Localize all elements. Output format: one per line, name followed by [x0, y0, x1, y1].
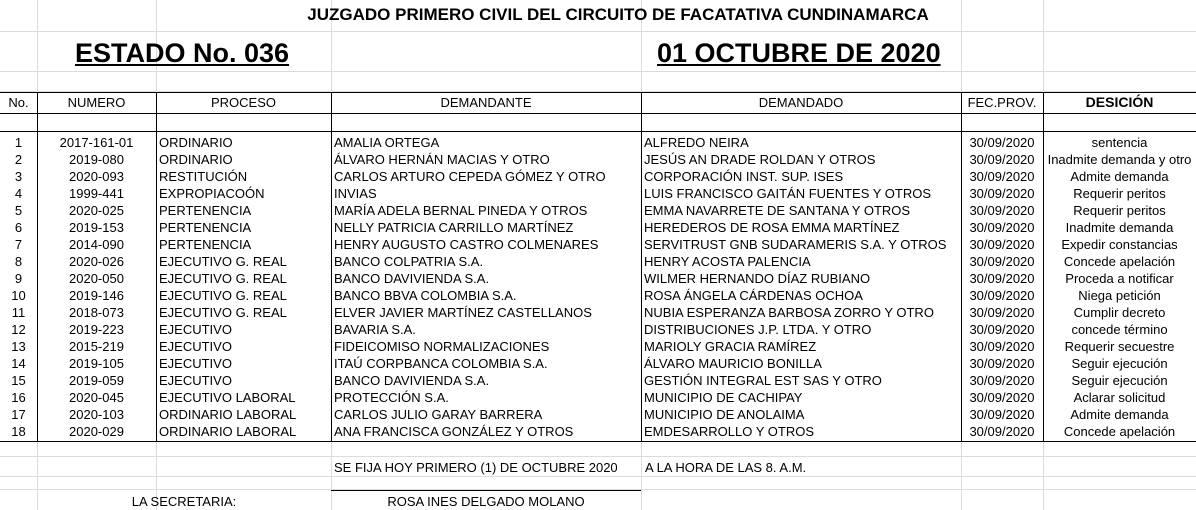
cell-demandado: NUBIA ESPERANZA BARBOSA ZORRO Y OTRO [644, 305, 934, 320]
header-fec-prov: FEC.PROV. [967, 95, 1037, 110]
cell-proceso: PERTENENCIA [159, 220, 252, 235]
cell-numero: 2020-045 [69, 390, 124, 405]
cell-decision: Niega petición [1078, 288, 1161, 303]
cell-fecha: 30/09/2020 [969, 169, 1035, 184]
cell-decision: Requerir secuestre [1064, 339, 1175, 354]
cell-no: 3 [14, 169, 23, 184]
cell-fecha: 30/09/2020 [969, 152, 1035, 167]
cell-no: 7 [14, 237, 23, 252]
estado-number: ESTADO No. 036 [75, 38, 290, 68]
cell-demandante: MARÍA ADELA BERNAL PINEDA Y OTROS [334, 203, 588, 218]
cell-proceso: ORDINARIO [159, 152, 233, 167]
cell-decision: Cumplir decreto [1073, 305, 1166, 320]
cell-numero: 2020-025 [69, 203, 124, 218]
cell-no: 11 [11, 305, 26, 320]
cell-demandado: DISTRIBUCIONES J.P. LTDA. Y OTRO [644, 322, 872, 337]
cell-decision: concede término [1071, 322, 1168, 337]
cell-demandado: ÁLVARO MAURICIO BONILLA [644, 356, 822, 371]
cell-numero: 2019-223 [69, 322, 124, 337]
cell-decision: Proceda a notificar [1065, 271, 1174, 286]
secretaria-label: LA SECRETARIA: [131, 494, 237, 509]
cell-no: 15 [11, 373, 26, 388]
cell-decision: Concede apelación [1063, 254, 1176, 269]
cell-decision: Admite demanda [1070, 407, 1169, 422]
cell-proceso: EJECUTIVO G. REAL [159, 271, 287, 286]
cell-no: 17 [11, 407, 26, 422]
cell-demandado: HEREDEROS DE ROSA EMMA MARTÍNEZ [644, 220, 900, 235]
cell-demandado: HENRY ACOSTA PALENCIA [644, 254, 811, 269]
cell-proceso: PERTENENCIA [159, 237, 252, 252]
fija-text: SE FIJA HOY PRIMERO (1) DE OCTUBRE 2020 [334, 460, 618, 475]
header-decision: DESICIÓN [1085, 94, 1154, 110]
cell-decision: Expedir constancias [1061, 237, 1178, 252]
cell-demandado: EMDESARROLLO Y OTROS [644, 424, 815, 439]
cell-no: 10 [11, 288, 26, 303]
cell-numero: 2019-059 [69, 373, 124, 388]
cell-demandado: ALFREDO NEIRA [644, 135, 749, 150]
cell-demandante: ÁLVARO HERNÁN MACIAS Y OTRO [334, 152, 550, 167]
header-demandado: DEMANDADO [758, 95, 844, 110]
cell-no: 2 [14, 152, 23, 167]
cell-fecha: 30/09/2020 [969, 390, 1035, 405]
cell-demandante: INVIAS [334, 186, 377, 201]
cell-decision: Seguir ejecución [1071, 373, 1168, 388]
cell-demandado: ROSA ÁNGELA CÁRDENAS OCHOA [644, 288, 863, 303]
cell-fecha: 30/09/2020 [969, 271, 1035, 286]
cell-proceso: EJECUTIVO G. REAL [159, 254, 287, 269]
cell-fecha: 30/09/2020 [969, 203, 1035, 218]
cell-proceso: PERTENENCIA [159, 203, 252, 218]
cell-fecha: 30/09/2020 [969, 305, 1035, 320]
cell-fecha: 30/09/2020 [969, 288, 1035, 303]
hora-text: A LA HORA DE LAS 8. A.M. [645, 460, 807, 475]
cell-demandado: CORPORACIÓN INST. SUP. ISES [644, 169, 844, 184]
cell-demandante: FIDEICOMISO NORMALIZACIONES [334, 339, 550, 354]
cell-demandado: LUIS FRANCISCO GAITÁN FUENTES Y OTROS [644, 186, 932, 201]
cell-decision: Requerir peritos [1073, 186, 1166, 201]
cell-no: 14 [11, 356, 26, 371]
cell-demandante: BANCO BBVA COLOMBIA S.A. [334, 288, 517, 303]
cell-numero: 2020-093 [69, 169, 124, 184]
cell-demandante: ELVER JAVIER MARTÍNEZ CASTELLANOS [334, 305, 592, 320]
cell-proceso: ORDINARIO LABORAL [159, 424, 297, 439]
cell-numero: 2020-026 [69, 254, 124, 269]
cell-numero: 2020-050 [69, 271, 124, 286]
cell-demandante: ITAÚ CORPBANCA COLOMBIA S.A. [334, 356, 548, 371]
cell-proceso: EJECUTIVO G. REAL [159, 288, 287, 303]
cell-fecha: 30/09/2020 [969, 373, 1035, 388]
cell-proceso: EJECUTIVO [159, 339, 232, 354]
signature-line [331, 490, 641, 491]
cell-demandado: MUNICIPIO DE CACHIPAY [644, 390, 803, 405]
cell-demandado: MUNICIPIO DE ANOLAIMA [644, 407, 805, 422]
cell-no: 16 [11, 390, 26, 405]
cell-demandado: WILMER HERNANDO DÍAZ RUBIANO [644, 271, 871, 286]
cell-no: 13 [11, 339, 26, 354]
cell-proceso: EJECUTIVO LABORAL [159, 390, 296, 405]
cell-numero: 2019-105 [69, 356, 124, 371]
cell-proceso: EJECUTIVO [159, 356, 232, 371]
header-proceso: PROCESO [210, 95, 276, 110]
header-demandante: DEMANDANTE [440, 95, 532, 110]
cell-numero: 1999-441 [69, 186, 124, 201]
cell-demandado: JESÚS AN DRADE ROLDAN Y OTROS [644, 152, 876, 167]
cell-demandante: AMALIA ORTEGA [334, 135, 440, 150]
cell-demandante: ANA FRANCISCA GONZÁLEZ Y OTROS [334, 424, 574, 439]
cell-demandante: BANCO DAVIVIENDA S.A. [334, 271, 490, 286]
cell-numero: 2015-219 [69, 339, 124, 354]
cell-proceso: ORDINARIO [159, 135, 233, 150]
cell-decision: Inadmite demanda y otro [1047, 152, 1192, 167]
secretaria-name: ROSA INES DELGADO MOLANO [387, 494, 585, 509]
cell-demandante: NELLY PATRICIA CARRILLO MARTÍNEZ [334, 220, 574, 235]
cell-demandado: SERVITRUST GNB SUDARAMERIS S.A. Y OTROS [644, 237, 947, 252]
cell-proceso: ORDINARIO LABORAL [159, 407, 297, 422]
cell-fecha: 30/09/2020 [969, 407, 1035, 422]
cell-decision: Admite demanda [1070, 169, 1169, 184]
cell-demandante: BANCO DAVIVIENDA S.A. [334, 373, 490, 388]
cell-numero: 2014-090 [69, 237, 124, 252]
cell-fecha: 30/09/2020 [969, 237, 1035, 252]
cell-decision: Concede apelación [1063, 424, 1176, 439]
cell-proceso: RESTITUCIÓN [159, 169, 248, 184]
court-title: JUZGADO PRIMERO CIVIL DEL CIRCUITO DE FACATATIVA CUNDINAMARCA [307, 5, 929, 24]
cell-fecha: 30/09/2020 [969, 186, 1035, 201]
cell-no: 6 [14, 220, 23, 235]
cell-proceso: EJECUTIVO G. REAL [159, 305, 287, 320]
cell-fecha: 30/09/2020 [969, 135, 1035, 150]
cell-decision: Inadmite demanda [1065, 220, 1174, 235]
cell-decision: Requerir peritos [1073, 203, 1166, 218]
cell-demandado: EMMA NAVARRETE DE SANTANA Y OTROS [644, 203, 911, 218]
cell-numero: 2019-153 [69, 220, 124, 235]
cell-no: 12 [11, 322, 26, 337]
cell-demandante: CARLOS JULIO GARAY BARRERA [334, 407, 543, 422]
cell-fecha: 30/09/2020 [969, 424, 1035, 439]
cell-fecha: 30/09/2020 [969, 254, 1035, 269]
cell-fecha: 30/09/2020 [969, 220, 1035, 235]
cell-proceso: EJECUTIVO [159, 373, 232, 388]
cell-numero: 2020-103 [69, 407, 124, 422]
cell-fecha: 30/09/2020 [969, 339, 1035, 354]
header-numero: NUMERO [67, 95, 126, 110]
cell-no: 4 [14, 186, 23, 201]
cell-numero: 2019-080 [69, 152, 124, 167]
cell-demandado: GESTIÓN INTEGRAL EST SAS Y OTRO [644, 373, 882, 388]
estado-date: 01 OCTUBRE DE 2020 [657, 38, 941, 68]
cell-proceso: EJECUTIVO [159, 322, 232, 337]
cell-proceso: EXPROPIACOÓN [159, 186, 265, 201]
cell-no: 8 [14, 254, 23, 269]
cell-fecha: 30/09/2020 [969, 356, 1035, 371]
cell-numero: 2018-073 [69, 305, 124, 320]
cell-numero: 2017-161-01 [59, 135, 134, 150]
cell-decision: Seguir ejecución [1071, 356, 1168, 371]
header-no: No. [8, 95, 29, 110]
cell-no: 9 [14, 271, 23, 286]
cell-decision: sentencia [1091, 135, 1148, 150]
cell-demandado: MARIOLY GRACIA RAMÍREZ [644, 339, 817, 354]
cell-demandante: BAVARIA S.A. [334, 322, 416, 337]
cell-demandante: HENRY AUGUSTO CASTRO COLMENARES [334, 237, 599, 252]
cell-demandante: CARLOS ARTURO CEPEDA GÓMEZ Y OTRO [334, 169, 606, 184]
cell-demandante: BANCO COLPATRIA S.A. [334, 254, 484, 269]
cell-numero: 2019-146 [69, 288, 124, 303]
cell-numero: 2020-029 [69, 424, 124, 439]
cell-demandante: PROTECCIÓN S.A. [334, 390, 449, 405]
cell-no: 18 [11, 424, 26, 439]
cell-decision: Aclarar solicitud [1073, 390, 1166, 405]
cell-no: 5 [14, 203, 23, 218]
cell-fecha: 30/09/2020 [969, 322, 1035, 337]
cell-no: 1 [14, 135, 23, 150]
